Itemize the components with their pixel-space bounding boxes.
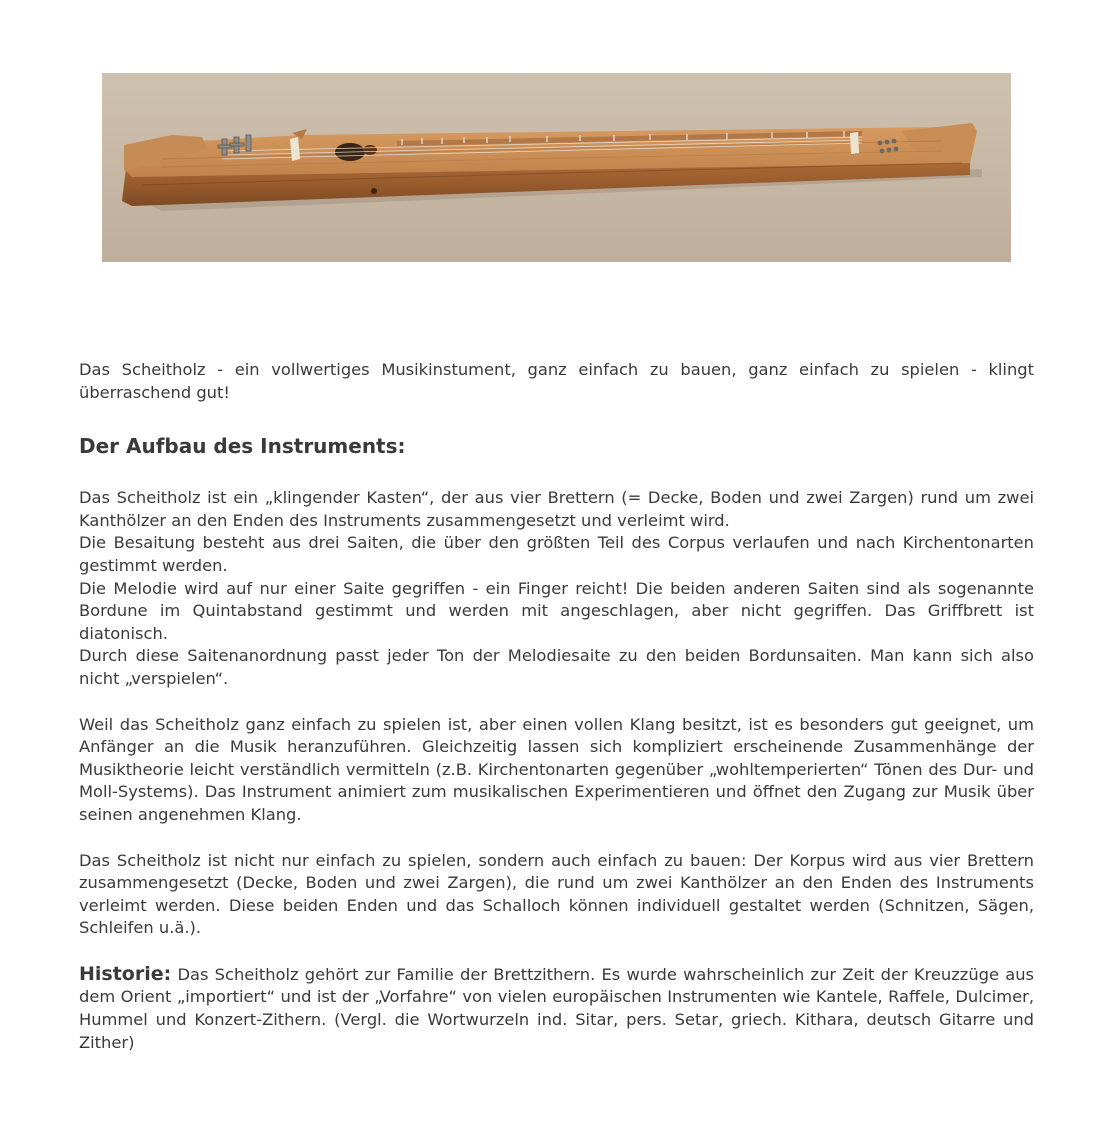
construction-paragraph-3: Die Melodie wird auf nur einer Saite gegriffen - ein Finger reicht! Die beiden anderen Saiten sind als sogenannte Bordune im Quintabstand gestimmt und werden mit angeschlagen, aber nicht gegriffen. Das Griffbrett ist diatonisch.: [79, 578, 1034, 643]
construction-paragraph-4: Durch diese Saitenanordnung passt jeder Ton der Melodiesaite zu den beiden Bordunsaiten. Man kann sich also nicht „verspielen“.: [79, 646, 1034, 688]
construction-paragraph-1: Das Scheitholz ist ein „klingender Kasten“, der aus vier Brettern (= Decke, Boden und zwei Zargen) rund um zwei Kanthölzer an den Enden des Instruments zusammengesetzt und verleimt wird.: [79, 488, 1034, 530]
historie-label: Historie:: [79, 962, 172, 985]
section-heading: Der Aufbau des Instruments:: [79, 434, 406, 459]
article-body: [79, 359, 1034, 1054]
historie-text: Das Scheitholz gehört zur Familie der Brettzithern. Es wurde wahrscheinlich zur Zeit der Kreuzzüge aus dem Orient „importiert“ und ist der „Vorfahre“ von vielen europäischen Instrumenten wie Kantele, Raffele, Dulcimer, Hummel und Konzert-Zithern. (Vergl. die Wortwurzeln ind. Sitar, pers. Setar, griech. Kithara, deutsch Gitarre und Zither): [79, 964, 1034, 1052]
intro-paragraph: Das Scheitholz - ein vollwertiges Musikinstument, ganz einfach zu bauen, ganz einfach zu spielen - klingt überraschend gut!: [79, 360, 1034, 402]
construction-paragraph-2: Die Besaitung besteht aus drei Saiten, die über den größten Teil des Corpus verlaufen und nach Kirchentonarten gestimmt werden.: [79, 533, 1034, 575]
historie-paragraph: [79, 963, 1034, 1054]
teaching-paragraph: Weil das Scheitholz ganz einfach zu spielen ist, aber einen vollen Klang besitzt, ist es besonders gut geeignet, um Anfänger an die Musik heranzuführen. Gleichzeitig lassen sich kompliziert erscheinende Zusammenhänge der Musiktheorie leicht verständlich vermitteln (z.B. Kirchentonarten gegenüber „wohltemperierten“ Tönen des Dur- und Moll-Systems). Das Instrument animiert zum musikalischen Experimentieren und öffnet den Zugang zur Musik über seinen angenehmen Klang.: [79, 714, 1034, 824]
building-paragraph: Das Scheitholz ist nicht nur einfach zu spielen, sondern auch einfach zu bauen: Der Korpus wird aus vier Brettern zusammengesetzt (Decke, Boden und zwei Zargen), die rund um zwei Kanthölzer an den Enden des Instruments verleimt werden. Diese beiden Enden und das Schalloch können individuell gestaltet werden (Schnitzen, Sägen, Schleifen u.ä.).: [79, 850, 1034, 938]
scheitholz-photo: [102, 73, 1011, 262]
